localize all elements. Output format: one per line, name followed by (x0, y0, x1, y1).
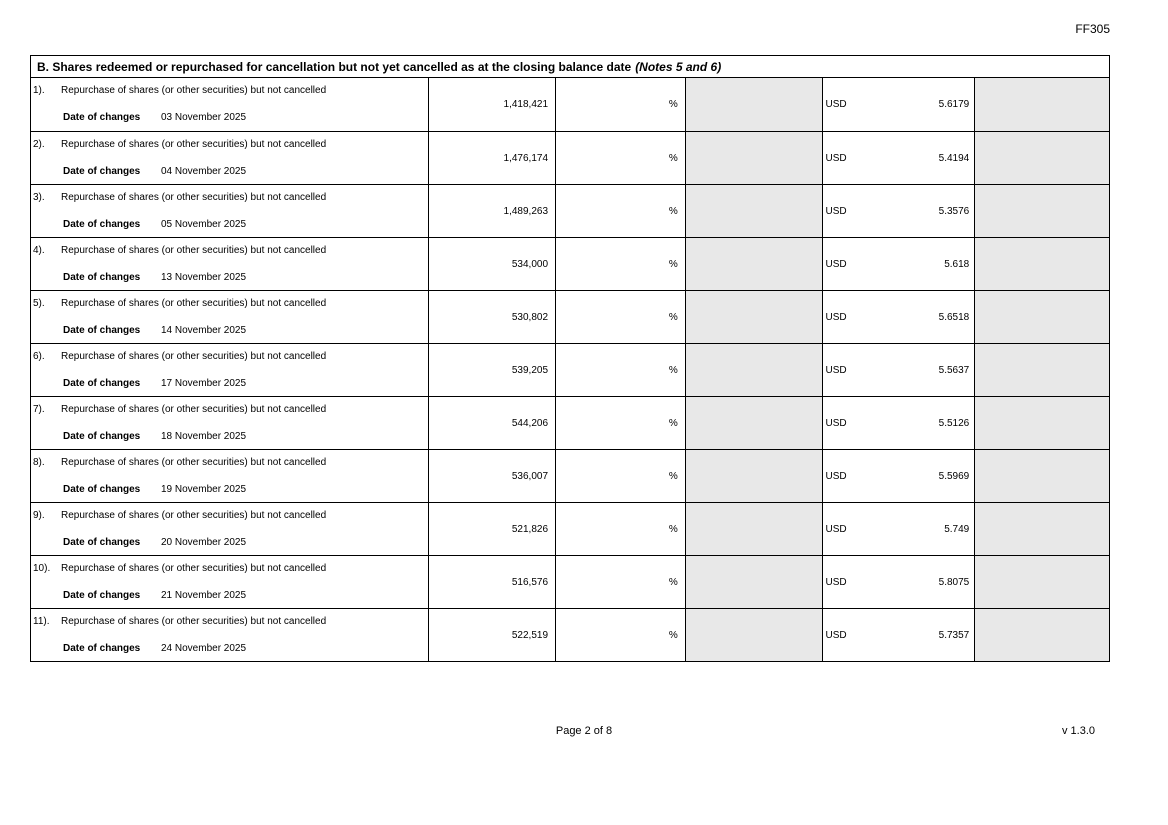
row-number: 2). (33, 139, 45, 150)
description-cell (31, 291, 428, 343)
date-line (31, 484, 428, 495)
shaded-empty-cell (974, 397, 1109, 449)
shares-quantity-cell: 539,205 (428, 344, 555, 396)
percent-cell: % (555, 344, 685, 396)
price-value: 5.7357 (938, 629, 970, 641)
shares-quantity-cell: 530,802 (428, 291, 555, 343)
row-description: Repurchase of shares (or other securities) but not cancelled (61, 457, 327, 468)
percent-cell: % (555, 185, 685, 237)
currency-price-cell (822, 132, 975, 184)
description-line (31, 351, 428, 362)
date-of-changes-value: 14 November 2025 (161, 325, 247, 336)
shaded-empty-cell (685, 78, 822, 131)
shaded-empty-cell (974, 132, 1109, 184)
currency-label: USD (825, 205, 847, 217)
description-cell (31, 344, 428, 396)
shaded-empty-cell (685, 185, 822, 237)
shaded-empty-cell (974, 78, 1109, 131)
date-line (31, 272, 428, 283)
table-row (31, 396, 1109, 449)
description-cell (31, 78, 428, 131)
currency-label: USD (825, 629, 847, 641)
shaded-empty-cell (974, 503, 1109, 555)
row-number: 9). (33, 510, 45, 521)
description-cell (31, 503, 428, 555)
date-of-changes-value: 24 November 2025 (161, 643, 247, 654)
row-description: Repurchase of shares (or other securities) but not cancelled (61, 351, 327, 362)
date-of-changes-value: 20 November 2025 (161, 537, 247, 548)
table-row (31, 502, 1109, 555)
shares-redeemed-table (30, 55, 1110, 662)
date-line (31, 537, 428, 548)
row-description: Repurchase of shares (or other securities) but not cancelled (61, 139, 327, 150)
table-section-header (31, 56, 1109, 78)
description-line (31, 85, 428, 96)
description-line (31, 510, 428, 521)
description-cell (31, 609, 428, 661)
date-of-changes-label: Date of changes (63, 166, 141, 177)
shaded-empty-cell (685, 132, 822, 184)
shaded-empty-cell (685, 556, 822, 608)
date-of-changes-label: Date of changes (63, 484, 141, 495)
percent-cell: % (555, 78, 685, 131)
table-row (31, 290, 1109, 343)
shaded-empty-cell (685, 291, 822, 343)
section-title-notes: (Notes 5 and 6) (635, 59, 722, 74)
date-line (31, 431, 428, 442)
row-description: Repurchase of shares (or other securities) but not cancelled (61, 245, 327, 256)
date-of-changes-value: 21 November 2025 (161, 590, 247, 601)
currency-price-cell (822, 291, 975, 343)
table-row (31, 184, 1109, 237)
price-value: 5.8075 (938, 576, 970, 588)
currency-price-cell (822, 238, 975, 290)
date-line (31, 643, 428, 654)
currency-label: USD (825, 258, 847, 270)
description-line (31, 616, 428, 627)
percent-cell: % (555, 556, 685, 608)
currency-label: USD (825, 523, 847, 535)
shaded-empty-cell (685, 609, 822, 661)
shaded-empty-cell (974, 238, 1109, 290)
price-value: 5.5637 (938, 364, 970, 376)
shaded-empty-cell (974, 609, 1109, 661)
table-row (31, 78, 1109, 131)
description-line (31, 298, 428, 309)
table-row (31, 608, 1109, 661)
date-of-changes-label: Date of changes (63, 272, 141, 283)
date-of-changes-label: Date of changes (63, 590, 141, 601)
currency-label: USD (825, 311, 847, 323)
table-body (31, 78, 1109, 661)
percent-cell: % (555, 397, 685, 449)
currency-label: USD (825, 470, 847, 482)
row-number: 6). (33, 351, 45, 362)
date-of-changes-value: 05 November 2025 (161, 219, 247, 230)
date-of-changes-label: Date of changes (63, 537, 141, 548)
row-number: 8). (33, 457, 45, 468)
description-line (31, 192, 428, 203)
date-line (31, 166, 428, 177)
date-line (31, 590, 428, 601)
form-code: FF305 (1075, 22, 1110, 36)
shares-quantity-cell: 1,489,263 (428, 185, 555, 237)
shares-quantity-cell: 516,576 (428, 556, 555, 608)
shaded-empty-cell (685, 238, 822, 290)
date-of-changes-value: 13 November 2025 (161, 272, 247, 283)
table-row (31, 449, 1109, 502)
currency-price-cell (822, 450, 975, 502)
date-line (31, 219, 428, 230)
page-number: Page 2 of 8 (555, 725, 613, 737)
percent-cell: % (555, 291, 685, 343)
price-value: 5.618 (944, 258, 970, 270)
row-description: Repurchase of shares (or other securities) but not cancelled (61, 85, 327, 96)
row-description: Repurchase of shares (or other securities) but not cancelled (61, 563, 327, 574)
price-value: 5.6518 (938, 311, 970, 323)
date-line (31, 325, 428, 336)
shares-quantity-cell: 536,007 (428, 450, 555, 502)
shaded-empty-cell (685, 503, 822, 555)
shares-quantity-cell: 1,476,174 (428, 132, 555, 184)
currency-price-cell (822, 609, 975, 661)
shaded-empty-cell (974, 185, 1109, 237)
table-row (31, 237, 1109, 290)
date-of-changes-label: Date of changes (63, 325, 141, 336)
description-cell (31, 185, 428, 237)
percent-cell: % (555, 609, 685, 661)
description-line (31, 245, 428, 256)
shaded-empty-cell (685, 344, 822, 396)
shares-quantity-cell: 544,206 (428, 397, 555, 449)
description-cell (31, 132, 428, 184)
shares-quantity-cell: 522,519 (428, 609, 555, 661)
price-value: 5.3576 (938, 205, 970, 217)
version-label: v 1.3.0 (1061, 725, 1095, 737)
date-of-changes-value: 17 November 2025 (161, 378, 247, 389)
row-description: Repurchase of shares (or other securities) but not cancelled (61, 404, 327, 415)
date-line (31, 112, 428, 123)
shaded-empty-cell (685, 397, 822, 449)
description-cell (31, 450, 428, 502)
description-cell (31, 397, 428, 449)
description-line (31, 563, 428, 574)
percent-cell: % (555, 450, 685, 502)
currency-label: USD (825, 417, 847, 429)
description-line (31, 457, 428, 468)
date-of-changes-value: 18 November 2025 (161, 431, 247, 442)
shaded-empty-cell (685, 450, 822, 502)
currency-label: USD (825, 152, 847, 164)
table-row (31, 555, 1109, 608)
currency-label: USD (825, 576, 847, 588)
date-of-changes-value: 04 November 2025 (161, 166, 247, 177)
price-value: 5.4194 (938, 152, 970, 164)
price-value: 5.749 (944, 523, 970, 535)
row-number: 1). (33, 85, 45, 96)
row-number: 11). (33, 616, 50, 627)
description-cell (31, 556, 428, 608)
shaded-empty-cell (974, 450, 1109, 502)
row-number: 10). (33, 563, 51, 574)
table-row (31, 343, 1109, 396)
row-description: Repurchase of shares (or other securities) but not cancelled (61, 616, 327, 627)
description-cell (31, 238, 428, 290)
row-number: 5). (33, 298, 45, 309)
currency-label: USD (825, 99, 847, 110)
date-of-changes-label: Date of changes (63, 431, 141, 442)
percent-cell: % (555, 503, 685, 555)
shaded-empty-cell (974, 344, 1109, 396)
date-of-changes-label: Date of changes (63, 378, 141, 389)
row-description: Repurchase of shares (or other securities) but not cancelled (61, 192, 327, 203)
shares-quantity-cell: 521,826 (428, 503, 555, 555)
percent-cell: % (555, 238, 685, 290)
price-value: 5.6179 (938, 99, 970, 110)
date-of-changes-label: Date of changes (63, 219, 141, 230)
row-number: 4). (33, 245, 45, 256)
row-description: Repurchase of shares (or other securities) but not cancelled (61, 298, 327, 309)
date-of-changes-label: Date of changes (63, 112, 141, 123)
section-title: B. Shares redeemed or repurchased for cancellation but not yet cancelled as at the closing balance date (37, 59, 632, 74)
date-of-changes-value: 03 November 2025 (161, 112, 247, 123)
table-row (31, 131, 1109, 184)
shares-quantity-cell: 534,000 (428, 238, 555, 290)
row-number: 7). (33, 404, 45, 415)
currency-price-cell (822, 397, 975, 449)
shares-quantity-cell: 1,418,421 (428, 78, 555, 131)
description-line (31, 404, 428, 415)
percent-cell: % (555, 132, 685, 184)
row-description: Repurchase of shares (or other securities) but not cancelled (61, 510, 327, 521)
shaded-empty-cell (974, 556, 1109, 608)
date-of-changes-value: 19 November 2025 (161, 484, 247, 495)
currency-price-cell (822, 344, 975, 396)
currency-price-cell (822, 503, 975, 555)
currency-price-cell (822, 556, 975, 608)
date-line (31, 378, 428, 389)
currency-label: USD (825, 364, 847, 376)
price-value: 5.5126 (938, 417, 970, 429)
shaded-empty-cell (974, 291, 1109, 343)
row-number: 3). (33, 192, 45, 203)
currency-price-cell (822, 78, 975, 131)
description-line (31, 139, 428, 150)
currency-price-cell (822, 185, 975, 237)
date-of-changes-label: Date of changes (63, 643, 141, 654)
price-value: 5.5969 (938, 470, 970, 482)
